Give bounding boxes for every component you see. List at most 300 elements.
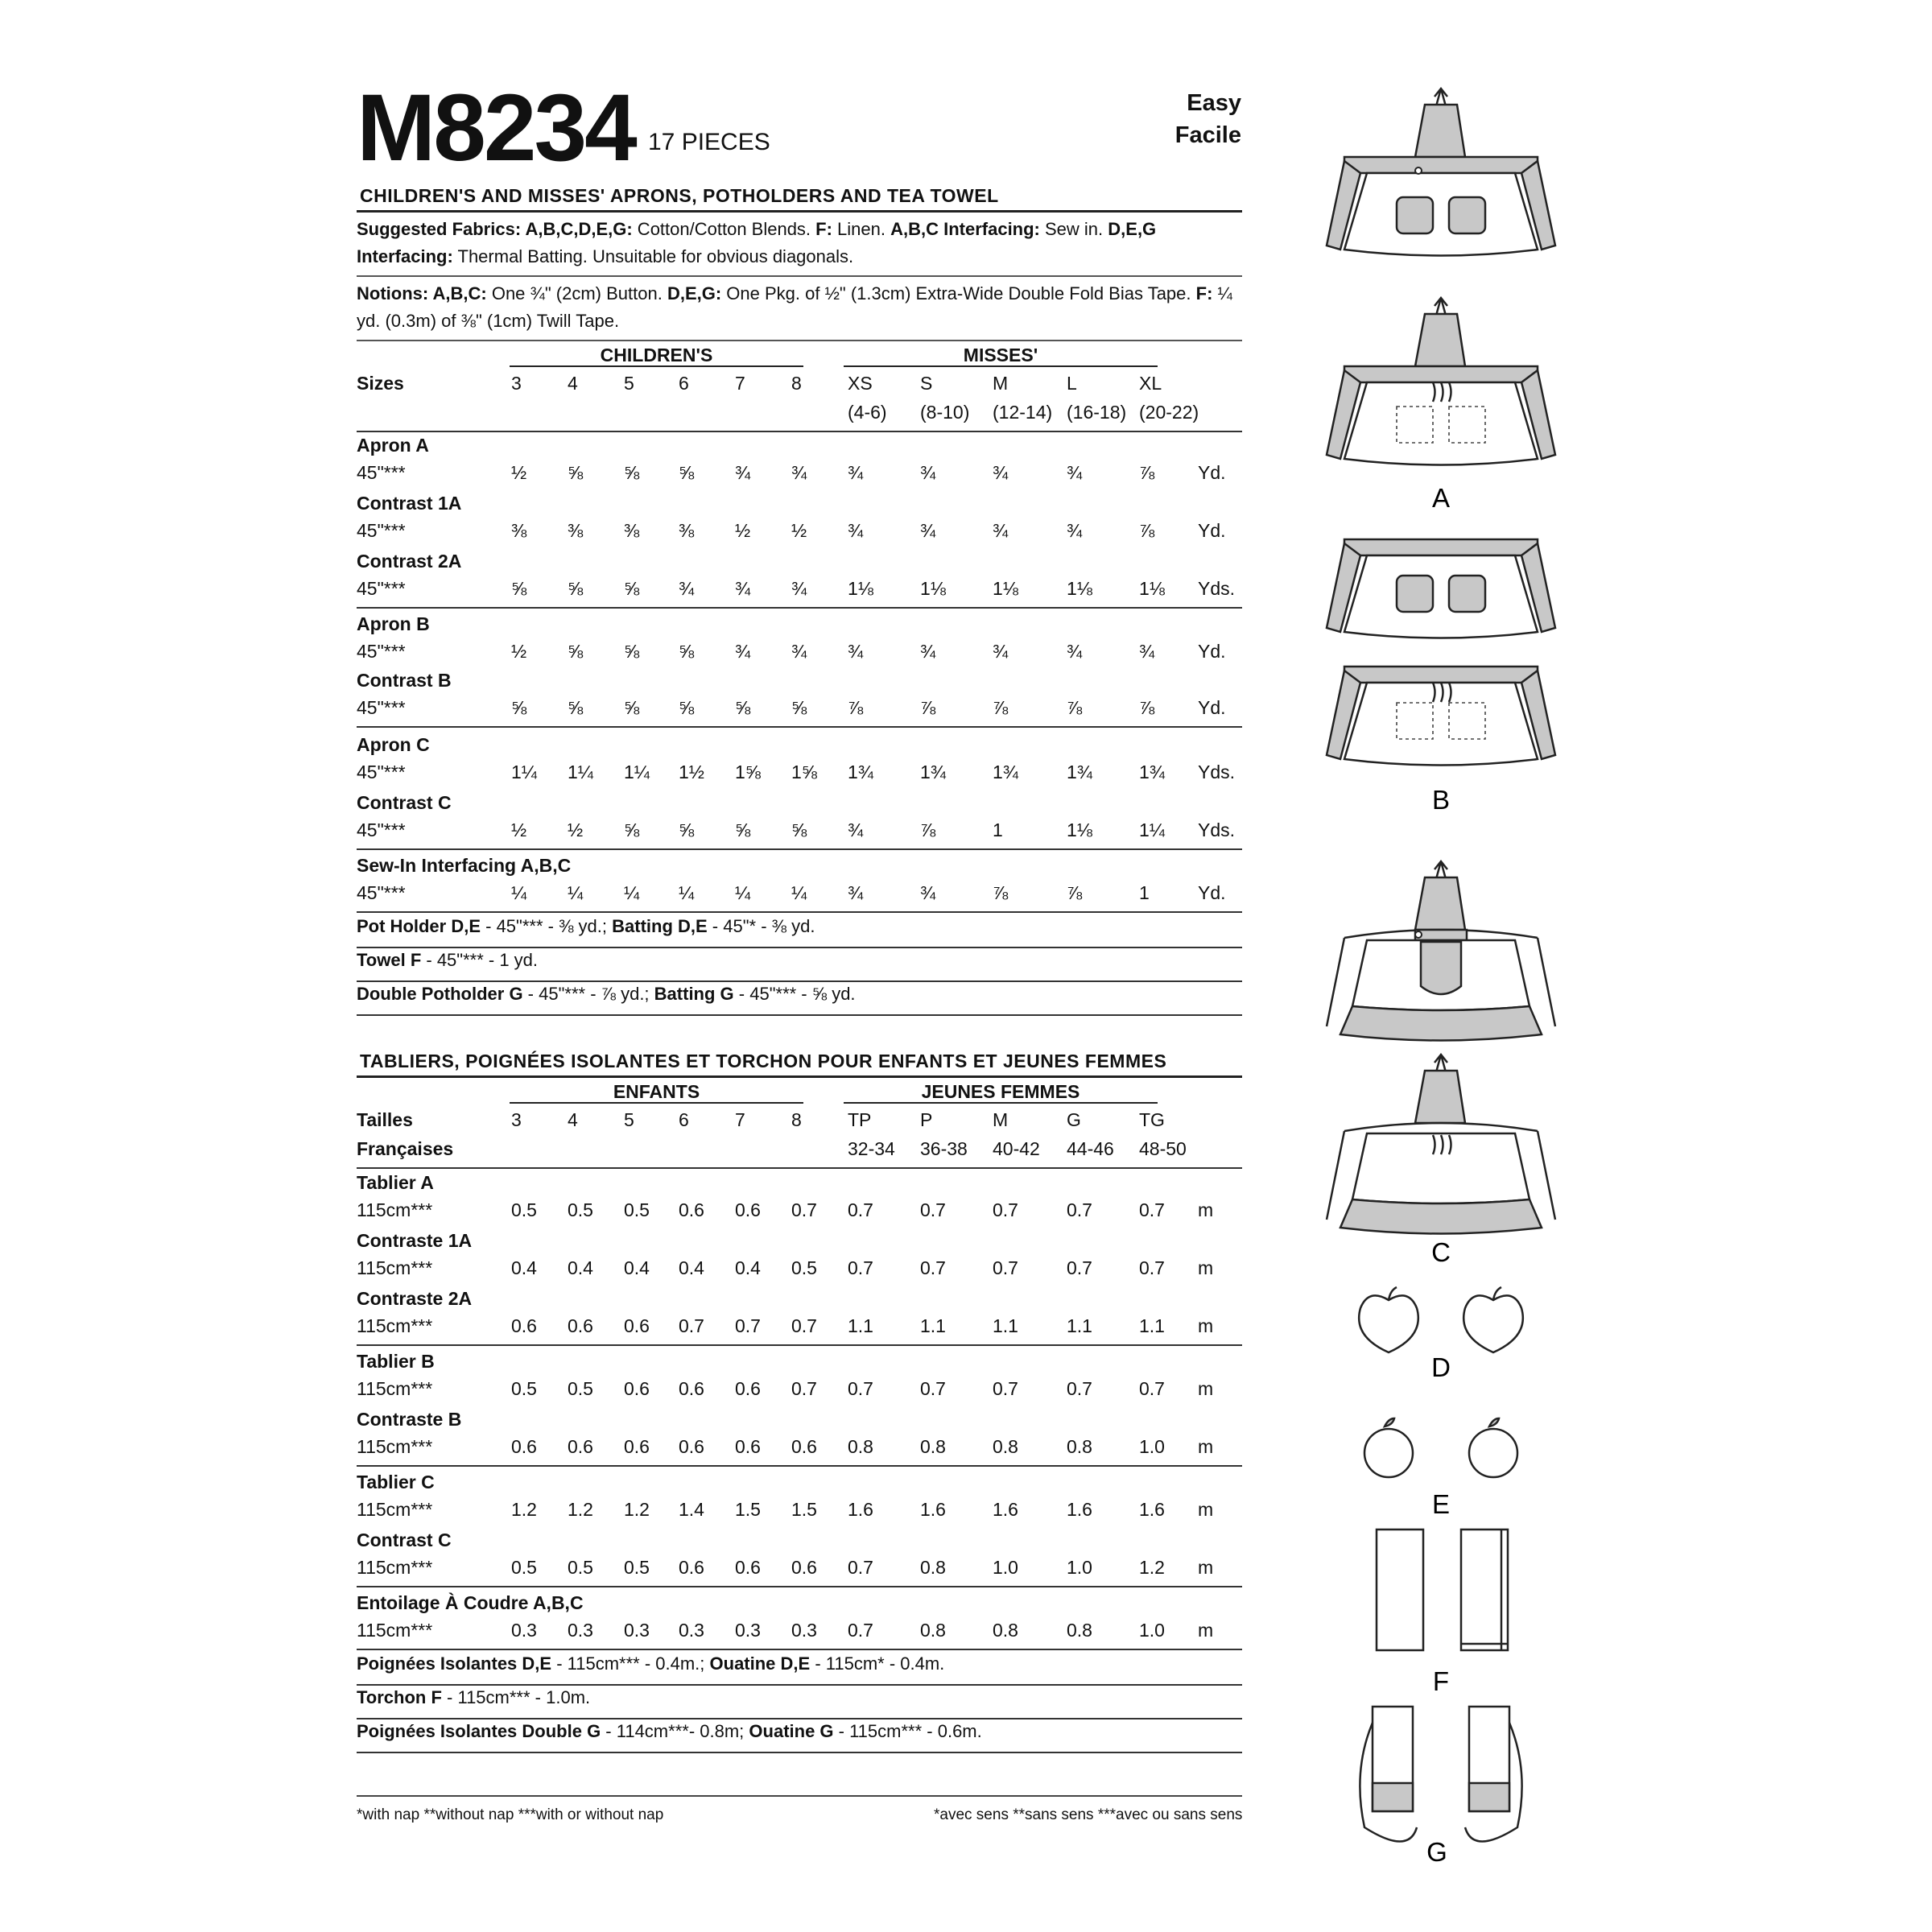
size-header: 8	[791, 1109, 802, 1130]
yardage-value: ⅞	[1139, 462, 1155, 483]
yardage-value: 0.7	[848, 1257, 873, 1278]
yardage-value: 0.5	[511, 1199, 537, 1220]
unit-label: m	[1198, 1315, 1214, 1336]
fabric-width: 115cm***	[357, 1257, 433, 1278]
fabrics-text: Linen.	[832, 219, 891, 239]
yardage-value: 0.6	[624, 1436, 650, 1457]
size-header: 3	[511, 1109, 522, 1130]
unit-label: Yd.	[1198, 462, 1226, 483]
extra-label: Batting D,E	[612, 916, 708, 936]
yardage-value: ¾	[920, 882, 936, 903]
pieces-count: 17 PIECES	[648, 129, 770, 155]
yardage-value: 0.6	[735, 1436, 761, 1457]
material-label: Tablier B	[357, 1351, 435, 1372]
extra-label: Ouatine D,E	[709, 1653, 811, 1674]
yardage-value: ¾	[735, 641, 751, 662]
size-header: 8	[791, 373, 802, 394]
yardage-value: 0.5	[624, 1557, 650, 1578]
size-header: XS	[848, 373, 873, 394]
yardage-value: 0.5	[568, 1557, 593, 1578]
yardage-value: 1.6	[1067, 1499, 1092, 1520]
size-subheader: (16-18)	[1067, 402, 1127, 423]
yardage-value: ¾	[1067, 641, 1083, 662]
table-rule	[357, 1718, 1242, 1719]
size-header: 5	[624, 373, 634, 394]
extra-text: - 45"*** - ⅝ yd.	[733, 984, 856, 1004]
yardage-value: 1.1	[1067, 1315, 1092, 1336]
yardage-value: ⅞	[920, 697, 936, 718]
unit-label: m	[1198, 1436, 1214, 1457]
yardage-value: 0.4	[511, 1257, 537, 1278]
yardage-value: 0.7	[993, 1199, 1018, 1220]
yardage-value: 1¼	[568, 762, 593, 782]
yardage-value: ½	[511, 819, 527, 840]
yardage-value: ⅝	[511, 697, 527, 718]
yardage-value: ¾	[848, 882, 864, 903]
yardage-value: 0.7	[1139, 1199, 1165, 1220]
view-illustrations	[1320, 80, 1562, 1868]
size-header: 6	[679, 1109, 689, 1130]
extra-text: - 115cm*** - 1.0m.	[441, 1687, 591, 1707]
unit-label: m	[1198, 1620, 1214, 1641]
unit-label: m	[1198, 1499, 1214, 1520]
yardage-value: 1.1	[993, 1315, 1018, 1336]
sizes-label: Tailles	[357, 1109, 413, 1130]
yardage-value: ½	[511, 641, 527, 662]
yardage-value: ⅝	[679, 819, 695, 840]
yardage-value: 0.7	[848, 1620, 873, 1641]
view-letter-f: F	[1432, 1666, 1450, 1696]
extra-text: - 115cm*** - 0.4m.;	[551, 1653, 710, 1674]
yardage-value: ¾	[791, 641, 807, 662]
yardage-value: 0.5	[511, 1378, 537, 1399]
yardage-value: 1⅛	[993, 578, 1018, 599]
level-fr: Facile	[1174, 122, 1241, 148]
yardage-value: ¾	[1067, 462, 1083, 483]
size-header: 3	[511, 373, 522, 394]
extra-label: Double Potholder G	[357, 984, 523, 1004]
view-letter-d: D	[1431, 1352, 1451, 1382]
notions-text: One ¾" (2cm) Button.	[486, 283, 667, 303]
fabric-width: 115cm***	[357, 1620, 433, 1641]
fabric-width: 45"***	[357, 819, 406, 840]
yardage-value: 0.8	[1067, 1620, 1092, 1641]
yardage-value: 1⅛	[848, 578, 873, 599]
size-header: TG	[1139, 1109, 1165, 1130]
yardage-value: 1.5	[735, 1499, 761, 1520]
yardage-value: ¾	[993, 462, 1009, 483]
unit-label: m	[1198, 1557, 1214, 1578]
yardage-value: 0.6	[624, 1378, 650, 1399]
apron-b-back	[1327, 667, 1555, 766]
yardage-value: 0.6	[735, 1199, 761, 1220]
extra-label: Towel F	[357, 950, 422, 970]
yardage-value: 0.3	[679, 1620, 704, 1641]
yardage-value: 1¾	[848, 762, 873, 782]
yardage-value: 0.6	[679, 1199, 704, 1220]
yardage-value: ⅞	[1139, 520, 1155, 541]
apron-c-back	[1327, 1055, 1555, 1234]
table-rule	[357, 1344, 1242, 1346]
yardage-value: 0.7	[848, 1199, 873, 1220]
yardage-value: ⅝	[679, 462, 695, 483]
yardage-value: 1⅛	[1139, 578, 1165, 599]
yardage-value: ¾	[1139, 641, 1155, 662]
yardage-value: 0.6	[791, 1436, 817, 1457]
size-subheader: 48-50	[1139, 1138, 1187, 1159]
yardage-value: 0.5	[568, 1378, 593, 1399]
french-title: TABLIERS, POIGNÉES ISOLANTES ET TORCHON POUR ENFANTS ET JEUNES FEMMES	[360, 1051, 1167, 1071]
yardage-value: 1	[1139, 882, 1150, 903]
size-header: M	[993, 1109, 1009, 1130]
size-header: 4	[568, 373, 578, 394]
yardage-value: 1¼	[624, 762, 650, 782]
yardage-value: ⅝	[679, 641, 695, 662]
footnote-en: *with nap **without nap ***with or without nap	[357, 1806, 664, 1823]
extra-text: - 45"*** - ⅜ yd.;	[481, 916, 613, 936]
yardage-value: 1.5	[791, 1499, 817, 1520]
yardage-value: 0.4	[624, 1257, 650, 1278]
fabric-width: 45"***	[357, 462, 406, 483]
yardage-value: 0.6	[511, 1315, 537, 1336]
yardage-value: 0.3	[735, 1620, 761, 1641]
yardage-value: ¼	[624, 882, 640, 903]
yardage-value: ⅜	[624, 520, 640, 541]
fabric-width: 45"***	[357, 520, 406, 541]
size-header: L	[1067, 373, 1077, 394]
size-subheader: 44-46	[1067, 1138, 1114, 1159]
fabrics-text: Thermal Batting. Unsuitable for obvious diagonals.	[452, 246, 854, 266]
apron-b-front	[1327, 539, 1555, 638]
yardage-value: ⅝	[791, 819, 807, 840]
yardage-value: 0.7	[735, 1315, 761, 1336]
yardage-value: ¾	[848, 462, 864, 483]
table-rule	[357, 1684, 1242, 1686]
yardage-value: ¾	[848, 641, 864, 662]
fabric-width: 45"***	[357, 697, 406, 718]
size-group-misses: MISSES'	[844, 345, 1158, 367]
yardage-value: 1.2	[568, 1499, 593, 1520]
extra-text: - 45"*** - 1 yd.	[421, 950, 539, 970]
sizes-label-2: Françaises	[357, 1138, 454, 1159]
size-header: S	[920, 373, 933, 394]
yardage-value: 0.7	[1067, 1257, 1092, 1278]
yardage-value: ⅝	[624, 819, 640, 840]
view-letter-e: E	[1431, 1489, 1451, 1519]
material-label: Contrast 2A	[357, 551, 462, 572]
yardage-value: 0.7	[848, 1378, 873, 1399]
pattern-number: M8234	[357, 75, 635, 181]
notions-deg-label: D,E,G:	[667, 283, 722, 303]
yardage-value: 0.7	[993, 1378, 1018, 1399]
yardage-value: ¾	[848, 520, 864, 541]
yardage-value: 0.7	[993, 1257, 1018, 1278]
yardage-value: ¾	[993, 520, 1009, 541]
material-label: Contraste 2A	[357, 1288, 473, 1309]
yardage-value: 0.6	[624, 1315, 650, 1336]
yardage-value: ⅝	[624, 641, 640, 662]
fabric-width: 115cm***	[357, 1499, 433, 1520]
yardage-value: ½	[735, 520, 751, 541]
fabric-width: 45"***	[357, 762, 406, 782]
extra-text: - 115cm* - 0.4m.	[810, 1653, 945, 1674]
yardage-value: 1.2	[511, 1499, 537, 1520]
yardage-value: 0.5	[568, 1199, 593, 1220]
yardage-value: ⅜	[511, 520, 527, 541]
yardage-value: ½	[791, 520, 807, 541]
yardage-value: 1.6	[993, 1499, 1018, 1520]
yardage-value: 0.8	[1067, 1436, 1092, 1457]
size-subheader: (12-14)	[993, 402, 1053, 423]
footnote-fr: *avec sens **sans sens ***avec ou sans sens	[934, 1806, 1243, 1823]
yardage-value: ⅜	[679, 520, 695, 541]
yardage-value: 0.7	[1139, 1378, 1165, 1399]
size-subheader: (8-10)	[920, 402, 970, 423]
yardage-value: ⅞	[848, 697, 864, 718]
material-label: Contrast C	[357, 792, 452, 813]
yardage-value: 0.7	[1067, 1199, 1092, 1220]
yardage-value: ¼	[791, 882, 807, 903]
yardage-value: 0.7	[1067, 1378, 1092, 1399]
apron-a-front	[1327, 89, 1555, 256]
yardage-value: 0.5	[511, 1557, 537, 1578]
yardage-value: 0.5	[791, 1257, 817, 1278]
yardage-value: 1⅛	[1067, 578, 1092, 599]
footnote-rule	[357, 1795, 1242, 1797]
yardage-value: ¼	[735, 882, 751, 903]
yardage-value: ⅝	[568, 641, 584, 662]
yardage-value: 1	[993, 819, 1003, 840]
yardage-value: ¾	[791, 578, 807, 599]
view-letter-g: G	[1426, 1837, 1447, 1867]
size-header: XL	[1139, 373, 1162, 394]
yardage-value: 0.6	[568, 1436, 593, 1457]
yardage-value: ⅝	[735, 819, 751, 840]
material-label: Contrast 1A	[357, 493, 462, 514]
fabric-width: 45"***	[357, 641, 406, 662]
table-rule	[357, 1465, 1242, 1467]
size-header: 6	[679, 373, 689, 394]
yardage-value: ⅞	[1067, 882, 1083, 903]
extra-label: Pot Holder D,E	[357, 916, 481, 936]
yardage-value: ¼	[511, 882, 527, 903]
material-label: Contrast B	[357, 670, 452, 691]
extra-text: - 45"* - ⅜ yd.	[707, 916, 815, 936]
yardage-value: 1¾	[1139, 762, 1165, 782]
view-letter-c: C	[1431, 1237, 1451, 1267]
size-header: M	[993, 373, 1009, 394]
yardage-value: 0.8	[993, 1620, 1018, 1641]
table-rule	[357, 1586, 1242, 1587]
yardage-value: 0.7	[791, 1199, 817, 1220]
extra-label: Batting G	[654, 984, 734, 1004]
size-header: TP	[848, 1109, 872, 1130]
yardage-value: 0.6	[568, 1315, 593, 1336]
fabrics-text: Cotton/Cotton Blends.	[632, 219, 816, 239]
unit-label: Yds.	[1198, 578, 1236, 599]
yardage-value: ⅝	[568, 462, 584, 483]
yardage-value: 1¼	[511, 762, 537, 782]
unit-label: m	[1198, 1257, 1214, 1278]
yardage-value: ⅝	[679, 697, 695, 718]
notions-text: ¼ yd. (0.3m) of ⅜" (1cm) Twill Tape.	[357, 283, 1232, 331]
size-header: 7	[735, 373, 745, 394]
extra-text: - 114cm***- 0.8m;	[601, 1721, 749, 1741]
size-group-misses: JEUNES FEMMES	[844, 1081, 1158, 1104]
yardage-value: 1.2	[1139, 1557, 1165, 1578]
extra-label: Torchon F	[357, 1687, 442, 1707]
yardage-value: 1.0	[1067, 1557, 1092, 1578]
yardage-value: 0.4	[679, 1257, 704, 1278]
yardage-value: ¾	[920, 462, 936, 483]
yardage-value: 1½	[679, 762, 704, 782]
yardage-value: ⅜	[568, 520, 584, 541]
table-rule	[357, 1167, 1242, 1169]
yardage-value: 0.6	[735, 1557, 761, 1578]
yardage-value: 1.1	[848, 1315, 873, 1336]
unit-label: m	[1198, 1199, 1214, 1220]
yardage-value: ⅝	[624, 697, 640, 718]
yardage-value: 1.0	[1139, 1620, 1165, 1641]
yardage-value: 0.7	[920, 1378, 946, 1399]
notions-text: One Pkg. of ½" (1.3cm) Extra-Wide Double Fold Bias Tape.	[721, 283, 1196, 303]
unit-label: Yds.	[1198, 819, 1236, 840]
yardage-value: 0.7	[791, 1378, 817, 1399]
yardage-value: 1⅛	[1067, 819, 1092, 840]
yardage-value: 1⅛	[920, 578, 946, 599]
yardage-value: ½	[511, 462, 527, 483]
extra-label: Poignées Isolantes Double G	[357, 1721, 601, 1741]
material-label: Apron C	[357, 734, 430, 755]
table-rule	[357, 1752, 1242, 1753]
tea-towel-f	[1377, 1530, 1508, 1650]
yardage-value: ¾	[791, 462, 807, 483]
view-letter-b: B	[1431, 785, 1451, 815]
yardage-value: ⅞	[993, 697, 1009, 718]
yardage-value: 0.8	[920, 1620, 946, 1641]
size-header: 7	[735, 1109, 745, 1130]
yardage-value: 0.7	[1139, 1257, 1165, 1278]
size-subheader: 36-38	[920, 1138, 968, 1159]
yardage-value: ¼	[679, 882, 695, 903]
yardage-value: ¾	[920, 641, 936, 662]
french-yardage-table	[357, 0, 1242, 1932]
yardage-value: ⅝	[568, 578, 584, 599]
yardage-value: 0.7	[679, 1315, 704, 1336]
extra-material-line	[357, 1721, 982, 1742]
yardage-value: 0.8	[993, 1436, 1018, 1457]
extra-label: Poignées Isolantes D,E	[357, 1653, 552, 1674]
fabric-width: 45"***	[357, 578, 406, 599]
yardage-value: ⅝	[511, 578, 527, 599]
yardage-value: 1.0	[993, 1557, 1018, 1578]
yardage-value: ⅞	[1139, 697, 1155, 718]
yardage-value: 0.8	[920, 1436, 946, 1457]
yardage-value: 1.1	[920, 1315, 946, 1336]
yardage-value: ⅝	[791, 697, 807, 718]
size-subheader: (4-6)	[848, 402, 887, 423]
yardage-value: 1¼	[1139, 819, 1165, 840]
size-group-children: ENFANTS	[510, 1081, 803, 1104]
yardage-value: 0.4	[735, 1257, 761, 1278]
yardage-value: ⅝	[568, 697, 584, 718]
yardage-value: 0.3	[511, 1620, 537, 1641]
fabrics-abc-label: A,B,C Interfacing:	[890, 219, 1040, 239]
yardage-value: 0.7	[848, 1557, 873, 1578]
yardage-value: 0.8	[848, 1436, 873, 1457]
yardage-value: 1¾	[920, 762, 946, 782]
english-title: CHILDREN'S AND MISSES' APRONS, POTHOLDERS AND TEA TOWEL	[360, 185, 999, 206]
yardage-value: ⅝	[624, 578, 640, 599]
size-header: G	[1067, 1109, 1081, 1130]
yardage-value: ¾	[1067, 520, 1083, 541]
yardage-value: 0.5	[624, 1199, 650, 1220]
fabric-width: 115cm***	[357, 1199, 433, 1220]
yardage-value: 1.6	[920, 1499, 946, 1520]
fabrics-f-label: F:	[815, 219, 832, 239]
yardage-value: ¾	[679, 578, 695, 599]
potholder-d	[1359, 1287, 1523, 1352]
extra-text: - 45"*** - ⅞ yd.;	[522, 984, 654, 1004]
yardage-value: 0.7	[920, 1257, 946, 1278]
yardage-value: 0.6	[791, 1557, 817, 1578]
yardage-value: 1.4	[679, 1499, 704, 1520]
yardage-value: 1.6	[848, 1499, 873, 1520]
yardage-value: ¾	[993, 641, 1009, 662]
material-label: Contraste 1A	[357, 1230, 473, 1251]
apron-c-front	[1327, 861, 1555, 1041]
material-label: Tablier A	[357, 1172, 434, 1193]
table-rule	[357, 1649, 1242, 1650]
material-label: Tablier C	[357, 1472, 435, 1492]
potholder-e	[1364, 1418, 1517, 1477]
fabrics-deg-label: D,E,G Interfacing:	[357, 219, 1157, 266]
level-en: Easy	[1187, 90, 1241, 116]
yardage-value: 1.6	[1139, 1499, 1165, 1520]
yardage-value: 0.3	[568, 1620, 593, 1641]
yardage-value: 0.6	[735, 1378, 761, 1399]
material-label: Sew-In Interfacing A,B,C	[357, 855, 572, 876]
fabrics-text: Sew in.	[1039, 219, 1108, 239]
fabric-width: 115cm***	[357, 1557, 433, 1578]
yardage-value: ¾	[735, 578, 751, 599]
size-subheader: 40-42	[993, 1138, 1040, 1159]
fabric-width: 115cm***	[357, 1315, 433, 1336]
yardage-value: 1.0	[1139, 1436, 1165, 1457]
fabric-width: 45"***	[357, 882, 406, 903]
unit-label: Yd.	[1198, 882, 1226, 903]
view-letter-a: A	[1431, 483, 1451, 513]
yardage-value: ¾	[848, 819, 864, 840]
yardage-value: ½	[568, 819, 584, 840]
unit-label: m	[1198, 1378, 1214, 1399]
yardage-value: 0.4	[568, 1257, 593, 1278]
size-subheader: 32-34	[848, 1138, 895, 1159]
size-group-children: CHILDREN'S	[510, 345, 803, 367]
material-label: Apron A	[357, 435, 429, 456]
size-header: 5	[624, 1109, 634, 1130]
yardage-value: ⅞	[993, 882, 1009, 903]
size-header: 4	[568, 1109, 578, 1130]
fabrics-label: Suggested Fabrics: A,B,C,D,E,G:	[357, 219, 633, 239]
material-label: Apron B	[357, 613, 430, 634]
unit-label: Yds.	[1198, 762, 1236, 782]
yardage-value: ¾	[735, 462, 751, 483]
size-subheader: (20-22)	[1139, 402, 1199, 423]
apron-a-back	[1327, 298, 1555, 465]
material-label: Contraste B	[357, 1409, 462, 1430]
sizes-label: Sizes	[357, 373, 404, 394]
